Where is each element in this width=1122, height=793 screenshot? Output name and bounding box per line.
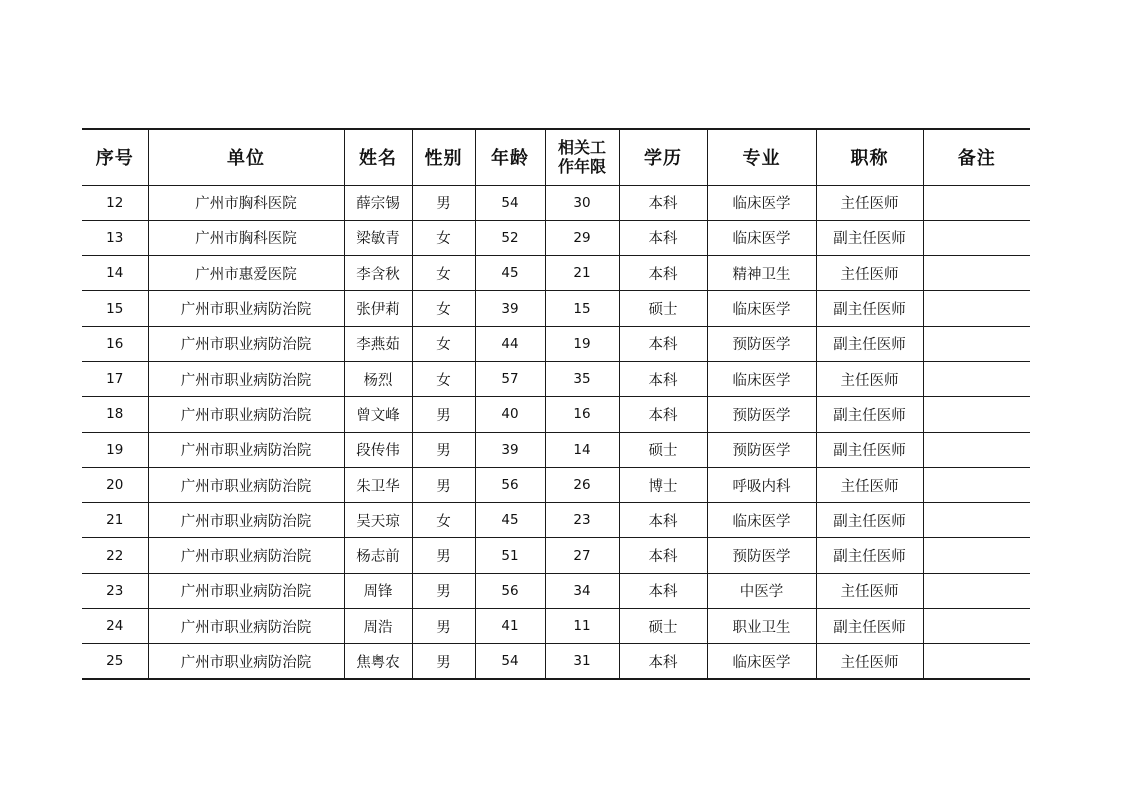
cell-major: 临床医学 <box>707 503 816 538</box>
cell-unit: 广州市职业病防治院 <box>148 644 344 679</box>
cell-seq: 14 <box>82 256 148 291</box>
cell-work-years: 26 <box>545 467 619 502</box>
cell-name: 段传伟 <box>344 432 412 467</box>
cell-title: 主任医师 <box>816 644 923 679</box>
cell-seq: 20 <box>82 467 148 502</box>
table-header <box>82 129 1030 185</box>
cell-gender: 女 <box>412 256 475 291</box>
cell-work-years: 19 <box>545 326 619 361</box>
cell-unit: 广州市职业病防治院 <box>148 538 344 573</box>
header-work-years <box>545 129 619 185</box>
cell-unit: 广州市职业病防治院 <box>148 397 344 432</box>
table-row <box>82 503 1030 538</box>
cell-work-years: 14 <box>545 432 619 467</box>
cell-work-years: 35 <box>545 361 619 396</box>
cell-remarks <box>923 397 1030 432</box>
table-row <box>82 538 1030 573</box>
cell-gender: 女 <box>412 503 475 538</box>
cell-name: 周锋 <box>344 573 412 608</box>
cell-education: 本科 <box>619 256 707 291</box>
cell-work-years: 11 <box>545 609 619 644</box>
table-row <box>82 326 1030 361</box>
cell-work-years: 23 <box>545 503 619 538</box>
cell-title: 副主任医师 <box>816 538 923 573</box>
cell-age: 45 <box>475 503 545 538</box>
cell-unit: 广州市职业病防治院 <box>148 326 344 361</box>
cell-work-years: 31 <box>545 644 619 679</box>
cell-remarks <box>923 326 1030 361</box>
cell-name: 李燕茹 <box>344 326 412 361</box>
cell-major: 临床医学 <box>707 361 816 396</box>
cell-seq: 15 <box>82 291 148 326</box>
cell-age: 40 <box>475 397 545 432</box>
cell-major: 中医学 <box>707 573 816 608</box>
cell-education: 硕士 <box>619 432 707 467</box>
cell-age: 54 <box>475 644 545 679</box>
cell-gender: 男 <box>412 573 475 608</box>
cell-work-years: 15 <box>545 291 619 326</box>
cell-title: 主任医师 <box>816 185 923 220</box>
header-row <box>82 129 1030 185</box>
cell-remarks <box>923 220 1030 255</box>
table-row <box>82 397 1030 432</box>
cell-title: 副主任医师 <box>816 503 923 538</box>
header-gender: 性别 <box>412 129 475 185</box>
table-row <box>82 573 1030 608</box>
cell-title: 副主任医师 <box>816 291 923 326</box>
header-title: 职称 <box>816 129 923 185</box>
cell-seq: 22 <box>82 538 148 573</box>
table-row <box>82 185 1030 220</box>
cell-unit: 广州市职业病防治院 <box>148 503 344 538</box>
cell-name: 杨烈 <box>344 361 412 396</box>
cell-education: 本科 <box>619 644 707 679</box>
cell-unit: 广州市职业病防治院 <box>148 361 344 396</box>
expert-roster-table <box>82 128 1030 680</box>
cell-education: 本科 <box>619 538 707 573</box>
cell-major: 呼吸内科 <box>707 467 816 502</box>
cell-age: 52 <box>475 220 545 255</box>
cell-remarks <box>923 644 1030 679</box>
cell-education: 本科 <box>619 185 707 220</box>
cell-education: 硕士 <box>619 291 707 326</box>
cell-seq: 18 <box>82 397 148 432</box>
cell-major: 预防医学 <box>707 397 816 432</box>
cell-age: 39 <box>475 432 545 467</box>
cell-remarks <box>923 432 1030 467</box>
cell-title: 主任医师 <box>816 573 923 608</box>
cell-major: 预防医学 <box>707 538 816 573</box>
cell-remarks <box>923 256 1030 291</box>
cell-remarks <box>923 573 1030 608</box>
header-education: 学历 <box>619 129 707 185</box>
cell-seq: 24 <box>82 609 148 644</box>
cell-work-years: 29 <box>545 220 619 255</box>
cell-age: 44 <box>475 326 545 361</box>
cell-seq: 19 <box>82 432 148 467</box>
cell-seq: 23 <box>82 573 148 608</box>
cell-education: 本科 <box>619 503 707 538</box>
table-row <box>82 609 1030 644</box>
cell-remarks <box>923 467 1030 502</box>
cell-unit: 广州市职业病防治院 <box>148 432 344 467</box>
header-work-years-line1: 相关工 <box>557 138 606 158</box>
cell-age: 57 <box>475 361 545 396</box>
cell-work-years: 30 <box>545 185 619 220</box>
cell-gender: 女 <box>412 291 475 326</box>
cell-gender: 男 <box>412 609 475 644</box>
cell-gender: 男 <box>412 467 475 502</box>
cell-unit: 广州市胸科医院 <box>148 185 344 220</box>
cell-remarks <box>923 291 1030 326</box>
cell-education: 本科 <box>619 573 707 608</box>
cell-seq: 13 <box>82 220 148 255</box>
cell-gender: 女 <box>412 361 475 396</box>
cell-major: 精神卫生 <box>707 256 816 291</box>
cell-work-years: 27 <box>545 538 619 573</box>
table-row <box>82 467 1030 502</box>
cell-work-years: 21 <box>545 256 619 291</box>
cell-gender: 男 <box>412 432 475 467</box>
cell-unit: 广州市惠爱医院 <box>148 256 344 291</box>
cell-education: 博士 <box>619 467 707 502</box>
header-age: 年龄 <box>475 129 545 185</box>
cell-title: 主任医师 <box>816 256 923 291</box>
cell-major: 临床医学 <box>707 291 816 326</box>
cell-name: 曾文峰 <box>344 397 412 432</box>
cell-gender: 男 <box>412 644 475 679</box>
roster-sheet <box>82 128 1030 680</box>
cell-gender: 女 <box>412 326 475 361</box>
cell-gender: 男 <box>412 185 475 220</box>
cell-seq: 25 <box>82 644 148 679</box>
cell-age: 45 <box>475 256 545 291</box>
table-row <box>82 361 1030 396</box>
cell-name: 梁敏青 <box>344 220 412 255</box>
cell-remarks <box>923 185 1030 220</box>
cell-seq: 17 <box>82 361 148 396</box>
cell-seq: 16 <box>82 326 148 361</box>
cell-name: 吴天琼 <box>344 503 412 538</box>
cell-education: 本科 <box>619 361 707 396</box>
cell-major: 临床医学 <box>707 185 816 220</box>
cell-major: 临床医学 <box>707 220 816 255</box>
cell-major: 临床医学 <box>707 644 816 679</box>
cell-name: 周浩 <box>344 609 412 644</box>
cell-title: 主任医师 <box>816 361 923 396</box>
cell-unit: 广州市职业病防治院 <box>148 467 344 502</box>
cell-unit: 广州市职业病防治院 <box>148 573 344 608</box>
cell-major: 预防医学 <box>707 432 816 467</box>
cell-remarks <box>923 503 1030 538</box>
cell-seq: 12 <box>82 185 148 220</box>
table-row <box>82 220 1030 255</box>
cell-unit: 广州市胸科医院 <box>148 220 344 255</box>
cell-education: 本科 <box>619 326 707 361</box>
cell-name: 朱卫华 <box>344 467 412 502</box>
cell-age: 39 <box>475 291 545 326</box>
header-remarks: 备注 <box>923 129 1030 185</box>
header-major: 专业 <box>707 129 816 185</box>
cell-unit: 广州市职业病防治院 <box>148 609 344 644</box>
cell-title: 副主任医师 <box>816 432 923 467</box>
cell-name: 李含秋 <box>344 256 412 291</box>
cell-age: 56 <box>475 467 545 502</box>
cell-seq: 21 <box>82 503 148 538</box>
cell-education: 硕士 <box>619 609 707 644</box>
cell-education: 本科 <box>619 220 707 255</box>
cell-title: 副主任医师 <box>816 609 923 644</box>
table-row <box>82 256 1030 291</box>
cell-age: 41 <box>475 609 545 644</box>
cell-gender: 女 <box>412 220 475 255</box>
cell-major: 预防医学 <box>707 326 816 361</box>
cell-age: 51 <box>475 538 545 573</box>
header-name: 姓名 <box>344 129 412 185</box>
cell-title: 主任医师 <box>816 467 923 502</box>
cell-name: 杨志前 <box>344 538 412 573</box>
table-row <box>82 644 1030 679</box>
cell-title: 副主任医师 <box>816 220 923 255</box>
header-seq: 序号 <box>82 129 148 185</box>
cell-name: 张伊莉 <box>344 291 412 326</box>
cell-name: 薛宗锡 <box>344 185 412 220</box>
cell-education: 本科 <box>619 397 707 432</box>
cell-remarks <box>923 361 1030 396</box>
cell-title: 副主任医师 <box>816 397 923 432</box>
cell-work-years: 16 <box>545 397 619 432</box>
cell-work-years: 34 <box>545 573 619 608</box>
cell-name: 焦粤农 <box>344 644 412 679</box>
cell-title: 副主任医师 <box>816 326 923 361</box>
cell-age: 54 <box>475 185 545 220</box>
table-body <box>82 185 1030 679</box>
cell-unit: 广州市职业病防治院 <box>148 291 344 326</box>
cell-major: 职业卫生 <box>707 609 816 644</box>
cell-gender: 男 <box>412 397 475 432</box>
cell-age: 56 <box>475 573 545 608</box>
table-row <box>82 432 1030 467</box>
header-unit: 单位 <box>148 129 344 185</box>
cell-remarks <box>923 609 1030 644</box>
table-row <box>82 291 1030 326</box>
header-work-years-line2: 作年限 <box>557 157 606 177</box>
cell-gender: 男 <box>412 538 475 573</box>
cell-remarks <box>923 538 1030 573</box>
